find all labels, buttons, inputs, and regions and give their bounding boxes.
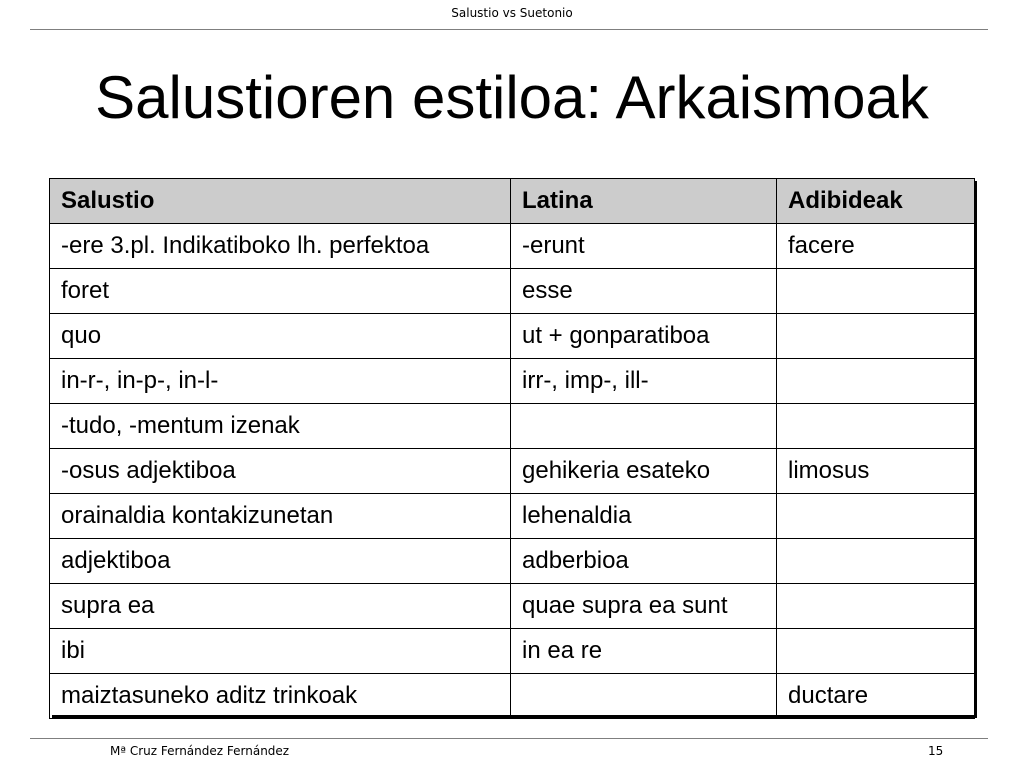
table-row [50, 674, 975, 719]
table-cell: irr-, imp-, ill- [511, 359, 777, 404]
table-cell: ut + gonparatiboa [511, 314, 777, 359]
table-cell [777, 584, 975, 629]
table-cell: ductare [777, 674, 975, 719]
table-row [50, 359, 975, 404]
table-cell [777, 314, 975, 359]
column-header: Latina [511, 179, 777, 224]
table-cell: gehikeria esateko [511, 449, 777, 494]
table-cell [777, 629, 975, 674]
table-cell: quo [50, 314, 511, 359]
table-cell: adberbioa [511, 539, 777, 584]
table-row [50, 314, 975, 359]
page-number: 15 [928, 744, 944, 758]
archaisms-table [49, 178, 975, 719]
column-header: Adibideak [777, 179, 975, 224]
table-cell [777, 494, 975, 539]
slide-title: Salustioren estiloa: Arkaismoak [95, 64, 929, 131]
table-cell: limosus [777, 449, 975, 494]
column-header: Salustio [50, 179, 511, 224]
header-divider [30, 29, 988, 30]
table-cell [511, 404, 777, 449]
table-cell [777, 359, 975, 404]
footer-author: Mª Cruz Fernández Fernández [110, 744, 290, 758]
table-cell: lehenaldia [511, 494, 777, 539]
table-cell: -tudo, -mentum izenak [50, 404, 511, 449]
table-cell: supra ea [50, 584, 511, 629]
table-header-row [50, 179, 975, 224]
table-cell [777, 404, 975, 449]
table-row [50, 494, 975, 539]
table-row [50, 449, 975, 494]
table-cell: in ea re [511, 629, 777, 674]
table-cell: -ere 3.pl. Indikatiboko lh. perfektoa [50, 224, 511, 269]
table-cell: in-r-, in-p-, in-l- [50, 359, 511, 404]
table-row [50, 269, 975, 314]
table-cell: foret [50, 269, 511, 314]
table-cell: adjektiboa [50, 539, 511, 584]
table-cell: -osus adjektiboa [50, 449, 511, 494]
table-cell: ibi [50, 629, 511, 674]
table-cell: facere [777, 224, 975, 269]
table-cell [777, 539, 975, 584]
table-cell: esse [511, 269, 777, 314]
table-row [50, 584, 975, 629]
table-cell: orainaldia kontakizunetan [50, 494, 511, 539]
footer-divider [30, 738, 988, 739]
table-cell: -erunt [511, 224, 777, 269]
table-row [50, 629, 975, 674]
table-cell [777, 269, 975, 314]
table-cell: quae supra ea sunt [511, 584, 777, 629]
table-container [49, 178, 974, 715]
header-text: Salustio vs Suetonio [451, 6, 573, 20]
table-cell: maiztasuneko aditz trinkoak [50, 674, 511, 719]
table-cell [511, 674, 777, 719]
table-row [50, 539, 975, 584]
table-row [50, 224, 975, 269]
table-row [50, 404, 975, 449]
